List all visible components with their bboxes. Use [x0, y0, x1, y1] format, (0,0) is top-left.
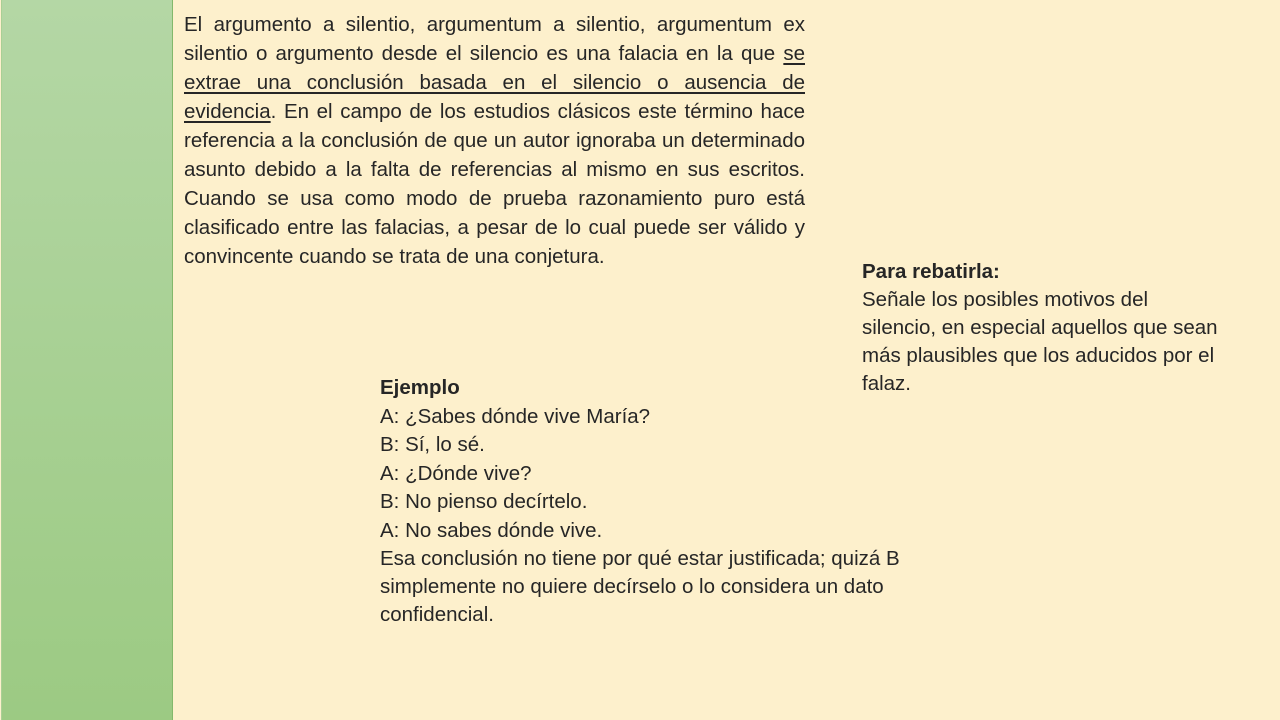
example-heading: Ejemplo	[380, 376, 460, 399]
intro-text-after: . En el campo de los estudios clásicos este término hace referencia a la conclusión de que un autor ignoraba un determinado asunto debido a la falta de referencias al mismo en sus escritos. Cuando se usa como modo de prueba razonamiento puro está clasificado entre las falacias, a pesar de lo cual puede ser válido y convincente cuando se trata de una conjetura.	[184, 100, 805, 268]
intro-text-before: El argumento a silentio, argumentum a silentio, argumentum ex silentio o argumento desde el silencio es una falacia en la que	[184, 13, 805, 65]
rebuttal-body: Señale los posibles motivos del silencio, en especial aquellos que sean más plausibles que los aducidos por el falaz.	[862, 288, 1218, 395]
decorative-side-bar	[1, 0, 173, 720]
example-line: B: Sí, lo sé.	[380, 433, 485, 456]
example-line: A: ¿Sabes dónde vive María?	[380, 404, 651, 428]
intro-text-underlined: se extrae una conclusión basada en el silencio o ausencia de evidencia	[184, 42, 805, 123]
example-conclusion: Esa conclusión no tiene por qué estar justificada; quizá B simplemente no quiere decírselo o lo considera un dato confidencial.	[380, 547, 900, 626]
example-line: A: ¿Dónde vive?	[380, 461, 532, 485]
intro-paragraph	[184, 10, 805, 271]
example-block	[380, 374, 1020, 629]
example-line: B: No pienso decírtelo.	[380, 490, 588, 513]
rebuttal-heading: Para rebatirla:	[862, 260, 1000, 283]
example-line: A: No sabes dónde vive.	[380, 518, 603, 542]
